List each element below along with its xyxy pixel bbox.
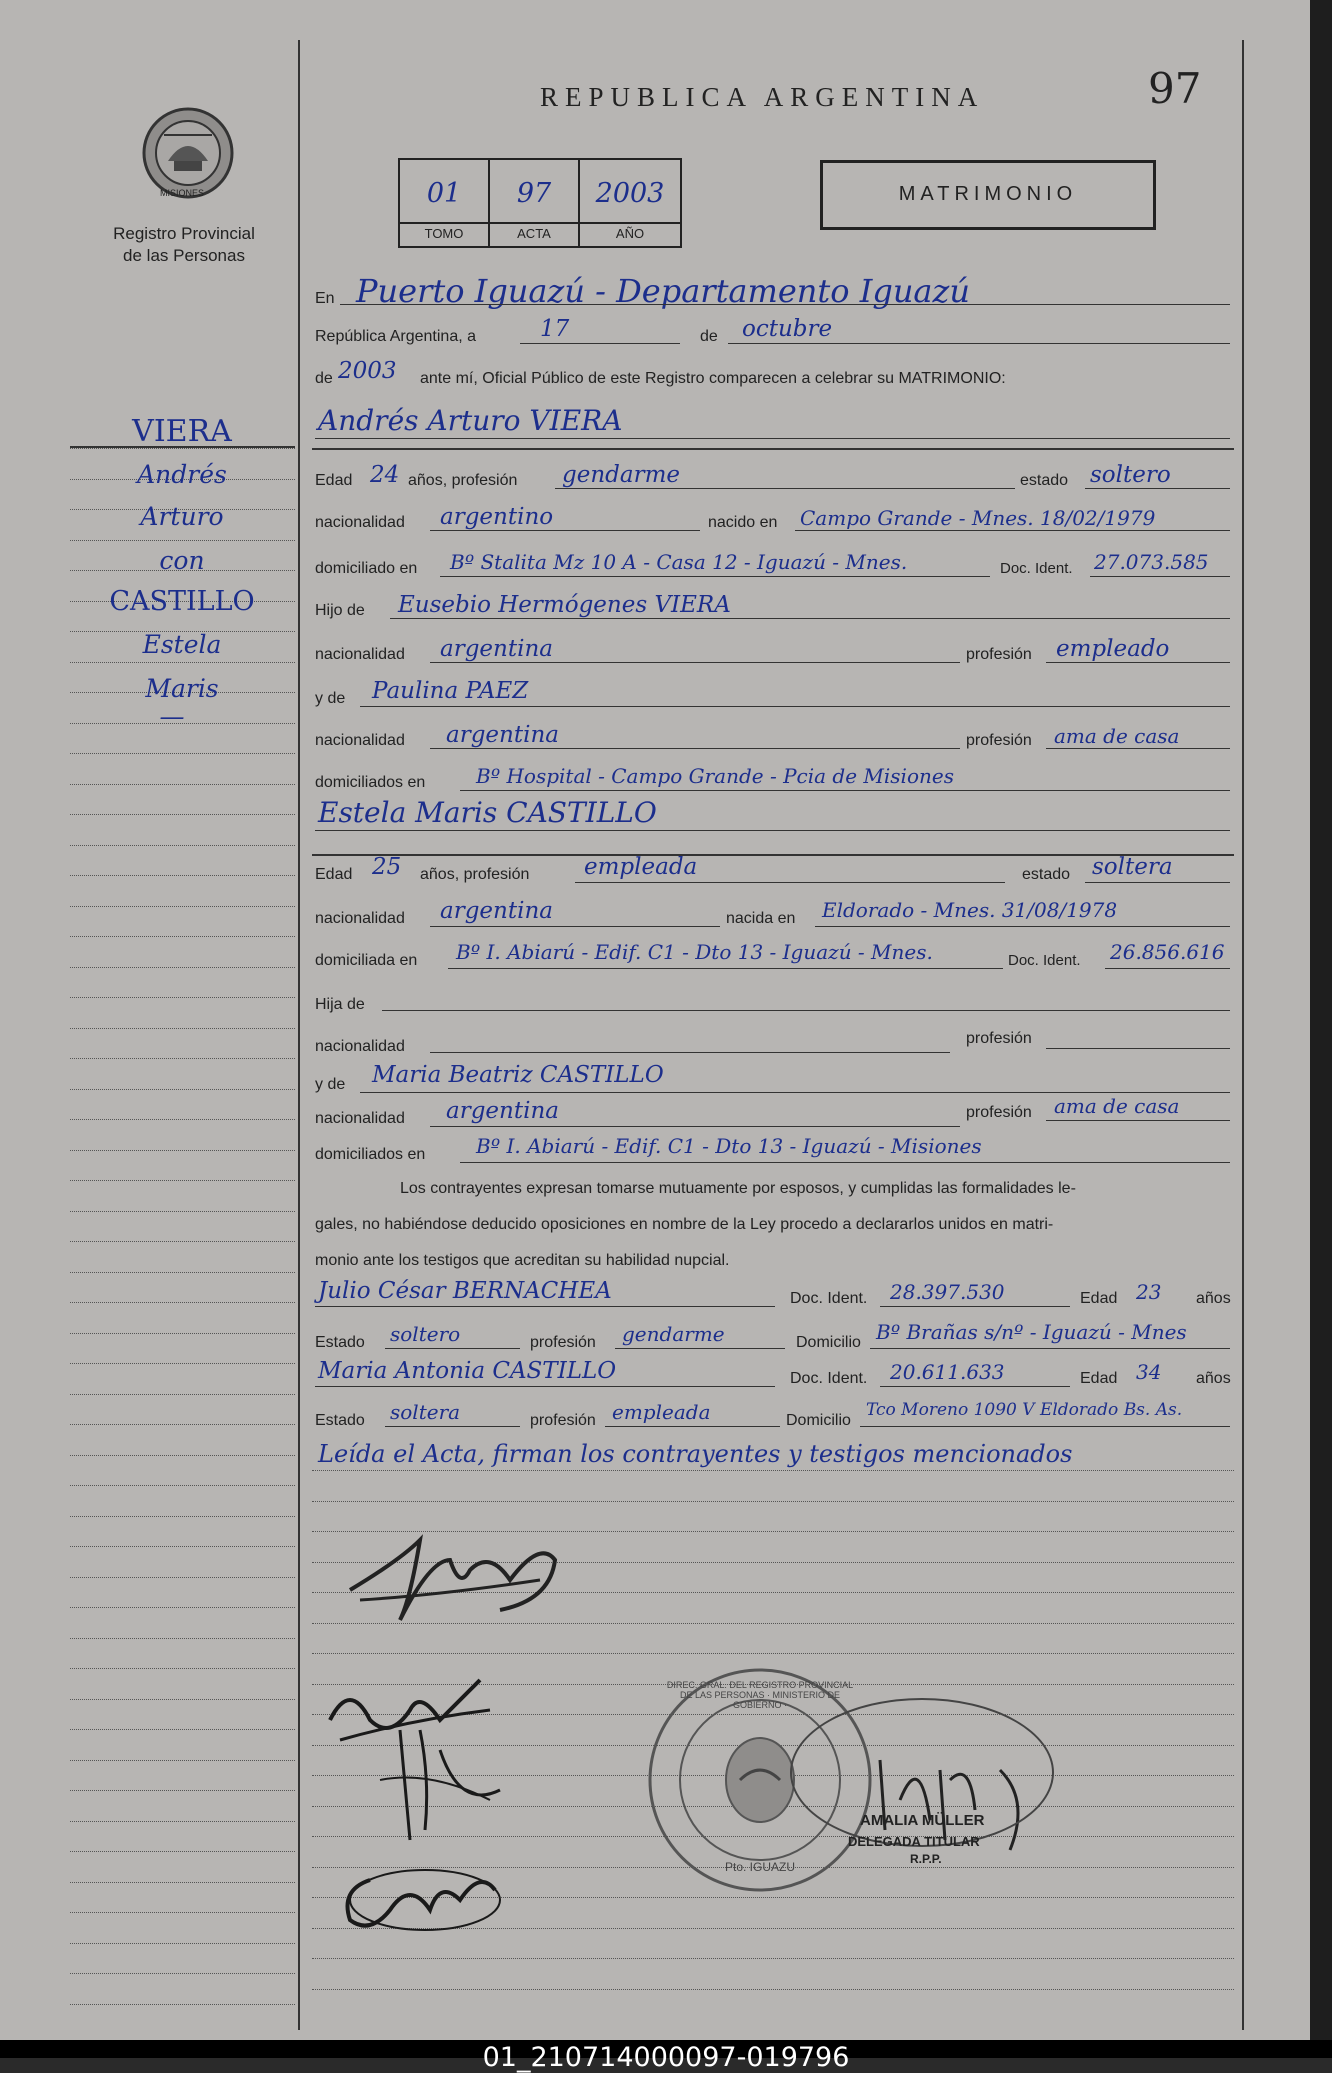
margin-divider [298,40,300,2030]
witness1-edad-label: Edad [1080,1290,1118,1307]
groom-father-nac-label: nacionalidad [315,646,405,663]
witness1-doc: 28.397.530 [890,1280,1005,1304]
margin-ruling [70,784,295,786]
witness1-age: 23 [1136,1280,1162,1304]
margin-given-1: Andrés [137,460,227,489]
place: Puerto Iguazú - Departamento Iguazú [356,272,970,310]
republica-label: República Argentina, a [315,328,476,345]
margin-ruling [70,1729,295,1731]
margin-ruling [70,875,295,877]
bride-mother-nationality: argentina [446,1098,559,1124]
registry-name-line2: de las Personas [123,246,245,265]
groom-edad-label: Edad [315,472,353,489]
ano-label: AÑO [615,226,645,241]
witness2-address: Tco Moreno 1090 V Eldorado Bs. As. [866,1400,1183,1420]
margin-given-4: Maris [145,674,219,703]
witness2-name: Maria Antonia CASTILLO [318,1358,617,1384]
bride-nationality: argentina [440,898,553,924]
bride-yde-label: y de [315,1076,346,1093]
margin-ruling [70,1424,295,1426]
declaration-line-1: Los contrayentes expresan tomarse mutuamente por esposos, y cumplidas las formalidades le- [400,1180,1076,1197]
record-type-box [820,160,1156,230]
bride-civil-state: soltera [1092,854,1173,880]
groom-mother: Paulina PAEZ [372,678,529,704]
witness2-edad-label: Edad [1080,1370,1118,1387]
groom-nac-label: nacionalidad [315,514,405,531]
margin-ruling [70,1485,295,1487]
margin-ruling [70,1973,295,1975]
witness1-profession: gendarme [622,1322,725,1346]
margin-ruling [70,1089,295,1091]
groom-father-prof-label: profesión [966,646,1032,663]
margin-ruling [70,1028,295,1030]
margin-ruling [70,967,295,969]
delegate-office: R.P.P. [910,1852,942,1866]
margin-ruling [70,1912,295,1914]
margin-ruling [70,1119,295,1121]
margin-ruling [70,1455,295,1457]
bride-mother-profession: ama de casa [1054,1094,1180,1118]
margin-given-2: Arturo [140,502,224,531]
witness2-dom-label: Domicilio [786,1412,851,1429]
bride-profession: empleada [584,854,698,880]
witness2-prof-label: profesión [530,1412,596,1429]
groom-profesion-label: años, profesión [408,472,518,489]
body-ruling [312,1470,1234,1472]
witness2-anos-label: años [1196,1370,1231,1387]
groom-estado-label: estado [1020,472,1069,489]
margin-ruling [70,1363,295,1365]
bride-nac-label: nacionalidad [315,910,405,927]
groom-nacido-label: nacido en [708,514,778,531]
bride-profesion-label: años, profesión [420,866,530,883]
registry-box [398,158,682,248]
witness2-civil-state: soltera [390,1400,461,1424]
body-ruling [312,1989,1234,1991]
bride-edad-label: Edad [315,866,353,883]
body-ruling [312,1653,1234,1655]
bride-mother-prof-label: profesión [966,1104,1032,1121]
tomo-label: TOMO [424,226,464,241]
groom-doc-label: Doc. Ident. [1000,560,1073,577]
margin-ruling [70,1302,295,1304]
margin-ruling [70,997,295,999]
margin-ruling [70,1516,295,1518]
margin-ruling [70,1546,295,1548]
groom-hijo-label: Hijo de [315,602,365,619]
margin-ruling [70,1058,295,1060]
year: 2003 [338,358,397,384]
groom-father-profession: empleado [1056,636,1170,662]
margin-surname-1: VIERA [132,414,232,449]
groom-father-nationality: argentina [440,636,553,662]
margin-ruling [70,753,295,755]
witness1-doc-label: Doc. Ident. [790,1290,868,1307]
margin-ruling [70,1241,295,1243]
groom-nationality: argentino [440,504,554,530]
groom-mother-profession: ama de casa [1054,724,1180,748]
margin-ruling [70,1882,295,1884]
groom-dom-label: domiciliado en [315,560,418,577]
witness2-signature [330,1840,510,1940]
seal-center-text: Pto. IGUAZU [724,1860,795,1874]
margin-ruling [70,1211,295,1213]
witness1-anos-label: años [1196,1290,1231,1307]
file-identifier: 01_210714000097-019796 [482,2042,850,2073]
margin-dash: — [159,702,185,731]
bride-parents-dom-label: domiciliados en [315,1146,426,1163]
margin-ruling [70,845,295,847]
statement: ante mí, Oficial Público de este Registro comparecen a celebrar su MATRIMONIO: [420,370,1006,387]
witness1-prof-label: profesión [530,1334,596,1351]
bride-father-prof-label: profesión [966,1030,1032,1047]
groom-mother-prof-label: profesión [966,732,1032,749]
margin-given-3: Estela [142,630,222,659]
margin-ruling [70,1821,295,1823]
witness2-estado-label: Estado [315,1412,365,1429]
bride-mother: Maria Beatriz CASTILLO [372,1062,664,1088]
margin-ruling [70,1180,295,1182]
body-ruling [312,1958,1234,1960]
margin-ruling [70,814,295,816]
margin-ruling [70,1272,295,1274]
bride-doc: 26.856.616 [1110,940,1225,964]
delegate-name: AMALIA MÜLLER [860,1812,985,1829]
seal-caption: MISIONES [159,188,204,198]
closing-statement: Leída el Acta, firman los contrayentes y testigos mencionados [318,1440,1073,1468]
declaration-line-3: monio ante los testigos que acreditan su habilidad nupcial. [315,1252,730,1269]
bride-doc-label: Doc. Ident. [1008,952,1081,969]
groom-profession: gendarme [562,462,680,488]
margin-ruling [70,662,295,664]
month: octubre [742,316,833,342]
ano-value: 2003 [595,178,665,209]
margin-rule [70,446,295,448]
record-type: MATRIMONIO [898,183,1078,205]
groom-mother-nac-label: nacionalidad [315,732,405,749]
margin-ruling [70,1607,295,1609]
margin-ruling [70,1668,295,1670]
right-border [1242,40,1244,2030]
margin-ruling [70,906,295,908]
groom-parents-dom-label: domiciliados en [315,774,426,791]
en-label: En [315,290,335,307]
margin-connector: con [159,546,205,575]
groom-parents-address: Bº Hospital - Campo Grande - Pcia de Misiones [476,764,954,788]
bride-dom-label: domiciliada en [315,952,418,969]
groom-mother-nationality: argentina [446,722,559,748]
margin-ruling [70,1577,295,1579]
witness2-doc-label: Doc. Ident. [790,1370,868,1387]
delegate-title: DELEGADA TITULAR [848,1834,980,1849]
margin-ruling [70,1150,295,1152]
witness1-signature [370,1720,510,1850]
bride-birth: Eldorado - Mnes. 31/08/1978 [822,898,1118,922]
groom-father: Eusebio Hermógenes VIERA [398,592,731,618]
margin-ruling [70,2004,295,2006]
witness1-civil-state: soltero [390,1322,461,1346]
groom-birth: Campo Grande - Mnes. 18/02/1979 [800,506,1156,530]
bride-father-nac-label: nacionalidad [315,1038,405,1055]
witness2-age: 34 [1136,1360,1162,1384]
bride-nacida-label: nacida en [726,910,796,927]
day: 17 [540,316,570,342]
page-number: 97 [1148,64,1202,113]
bride-hija-label: Hija de [315,996,365,1013]
groom-age: 24 [370,462,400,488]
margin-ruling [70,1790,295,1792]
registry-name-line1: Registro Provincial [113,224,255,243]
tomo-value: 01 [426,178,462,209]
margin-ruling [70,1638,295,1640]
groom-signature [340,1500,580,1630]
witness1-address: Bº Brañas s/nº - Iguazú - Mnes [876,1320,1187,1344]
groom-doc: 27.073.585 [1094,550,1209,574]
seal-ring-text: DIREC. GRAL. DEL REGISTRO PROVINCIAL DE LAS PERSONAS · MINISTERIO DE GOBIERNO · [666,1680,854,1710]
bride-address: Bº I. Abiarú - Edif. C1 - Dto 13 - Iguazú - Mnes. [456,940,933,964]
witness1-name: Julio César BERNACHEA [318,1278,612,1304]
margin-ruling [70,1943,295,1945]
declaration-line-2: gales, no habiéndose deducido oposiciones en nombre de la Ley procedo a declararlos unidos en matri- [315,1216,1054,1233]
margin-surname-2: CASTILLO [109,586,255,617]
acta-label: ACTA [517,226,551,241]
witness2-doc: 20.611.633 [890,1360,1005,1384]
margin-ruling [70,540,295,542]
page-title: REPUBLICA ARGENTINA [540,82,985,112]
margin-ruling [70,1394,295,1396]
margin-ruling [70,1851,295,1853]
de-label: de [700,328,718,345]
groom-address: Bº Stalita Mz 10 A - Casa 12 - Iguazú - Mnes. [450,550,908,574]
bride-estado-label: estado [1022,866,1071,883]
bride-age: 25 [372,854,402,880]
book-spine [1310,0,1332,2040]
groom-civil-state: soltero [1090,462,1171,488]
de2-label: de [315,370,333,387]
margin-ruling [70,936,295,938]
witness1-estado-label: Estado [315,1334,365,1351]
margin-ruling [70,1333,295,1335]
margin-ruling [70,1760,295,1762]
witness2-profession: empleada [612,1400,711,1424]
witness1-dom-label: Domicilio [796,1334,861,1351]
bride-parents-address: Bº I. Abiarú - Edif. C1 - Dto 13 - Iguazú - Misiones [476,1134,982,1158]
groom-name: Andrés Arturo VIERA [318,404,623,437]
bride-name: Estela Maris CASTILLO [318,796,657,829]
margin-ruling [70,1699,295,1701]
groom-section-rule [312,448,1234,450]
groom-yde-label: y de [315,690,346,707]
bride-mother-nac-label: nacionalidad [315,1110,405,1127]
acta-value: 97 [516,178,552,209]
